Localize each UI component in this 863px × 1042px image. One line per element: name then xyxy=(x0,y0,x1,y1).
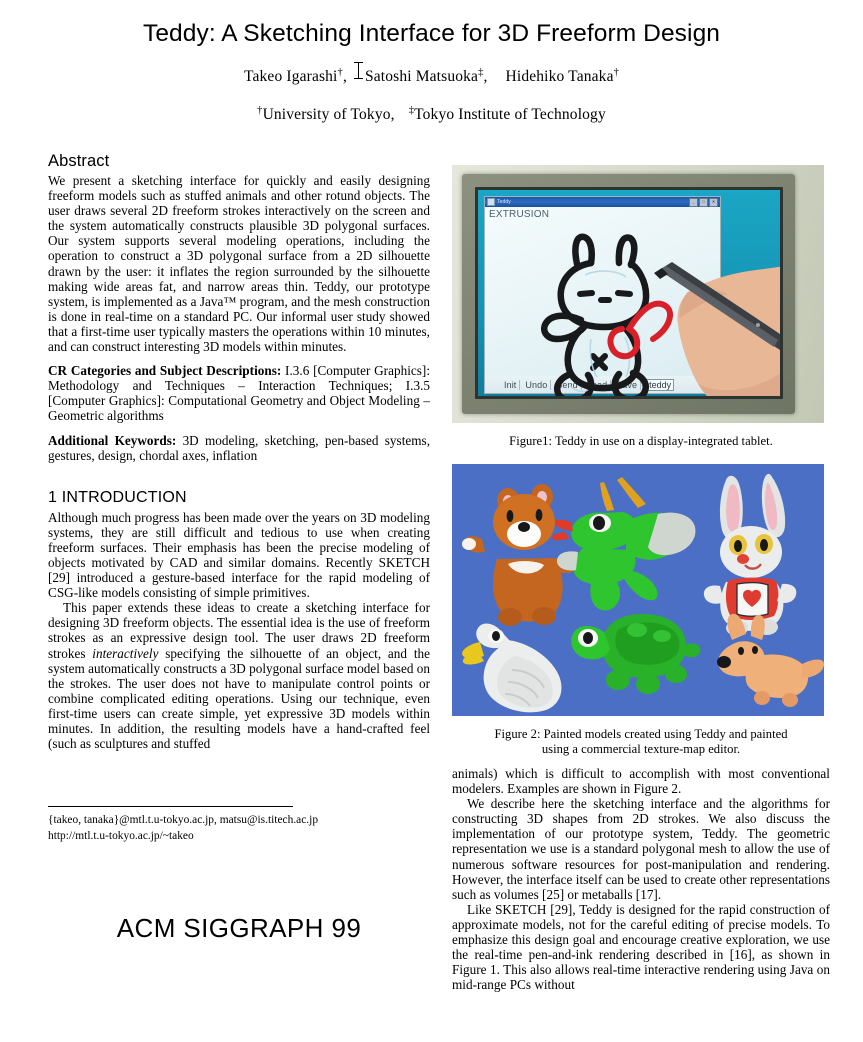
figure-2-caption-line-1: Figure 2: Painted models created using Teddy and painted xyxy=(494,727,788,741)
close-icon[interactable]: ✕ xyxy=(709,198,718,207)
figure-2-painted-models xyxy=(452,464,824,716)
author-1-separator: , xyxy=(342,68,347,85)
additional-keywords xyxy=(48,433,430,463)
tablet-bezel xyxy=(462,174,795,414)
bend-button[interactable]: Bend xyxy=(553,380,581,390)
load-button[interactable]: Load xyxy=(584,380,611,390)
cr-categories xyxy=(48,363,430,423)
paper-header xyxy=(0,0,863,124)
keywords-label: Additional Keywords: xyxy=(48,432,177,448)
page-title: Teddy: A Sketching Interface for 3D Freeform Design xyxy=(142,20,721,47)
filename-input[interactable]: teddy xyxy=(646,379,674,391)
abstract-text: We present a sketching interface for quickly and easily designing freeform models such as stuffed animals and other rotund objects. The user draws several 2D freeform strokes interactively on the screen and the system automatically constructs plausible 3D polygonal surfaces. Our system supports several modeling operations, including the operation to construct a 3D polygonal surface from a 2D silhouette drawn by the user: it inflates the region surrounded by the silhouette making wide areas fat, and narrow areas thin. Teddy, our prototype system, is implemented as a Java™ program, and the mesh construction is done in real-time on a standard PC. Our informal user study showed that a first-time user typically masters the operations within 10 minutes, and can construct interesting 3D models within minutes. xyxy=(48,173,430,355)
author-2-separator: , xyxy=(483,68,488,85)
figure-1-image xyxy=(452,165,824,423)
introduction-paragraph-1: Although much progress has been made over the years on 3D modeling systems, they are still difficult and tedious to use when creating freeform surfaces. Their emphasis has been the precise modeling of objects motivated by CAD and similar domains. Recently SKETCH [29] introduced a gesture-based interface for the rapid modeling of CSG-like models consisting of simple primitives. xyxy=(48,509,430,601)
footnote-url: http://mtl.t.u-tokyo.ac.jp/~takeo xyxy=(48,829,194,842)
venue-label: ACM SIGGRAPH 99 xyxy=(116,913,362,943)
hand-with-stylus xyxy=(636,226,780,396)
intro-p2-part-a: This paper extends these ideas to create a sketching interface for designing 3D freeform objects. The essential idea is the use of freeform strokes as an expressive design tool. The user draws 2D freeform strokes xyxy=(48,600,430,661)
maximize-icon[interactable]: □ xyxy=(699,198,708,207)
left-column xyxy=(48,152,430,751)
footnote-divider xyxy=(48,806,293,807)
abstract-heading: Abstract xyxy=(48,152,110,170)
init-button[interactable]: Init xyxy=(501,380,520,390)
right-column-paragraph-1: animals) which is difficult to accomplish with most conventional modelers. Examples are shown in Figure 2. xyxy=(452,766,830,797)
footnote-block xyxy=(48,806,348,844)
affiliation-list xyxy=(0,106,863,124)
window-title-bar[interactable] xyxy=(485,197,720,207)
keywords-text: 3D modeling, sketching, pen-based systems, gestures, design, chordal axes, inflation xyxy=(48,432,431,463)
mode-label: EXTRUSION xyxy=(489,209,550,220)
right-column-paragraph-3: Like SKETCH [29], Teddy is designed for the rapid construction of approximate models, not for the careful editing of precise models. To emphasize this design goal and encourage creative exploration, we use the real-time pen-and-ink rendering described in [16], as shown in Figure 1. This also allows real-time interactive rendering using Java on mid-range PCs without xyxy=(452,901,830,993)
intro-p2-emphasis: interactively xyxy=(92,645,159,661)
window-title-text: Teddy xyxy=(497,199,511,205)
minimize-icon[interactable]: _ xyxy=(689,198,698,207)
author-2-affil-mark: ‡ xyxy=(478,66,484,78)
figure-2-image xyxy=(452,464,824,716)
introduction-heading: 1 INTRODUCTION xyxy=(48,488,187,506)
introduction-paragraph-2 xyxy=(48,600,430,751)
tablet-screen xyxy=(478,190,780,396)
intro-p2-part-b: specifying the silhouette of an object, and the system automatically constructs a 3D polygonal surface model based on the strokes. The user does not have to manipulate control points or combine complicated editing operations. Using our technique, even first-time users can create simple, yet expressive 3D models within minutes. In addition, the resulting models have a hand-crafted feel (such as sculptures and stuffed xyxy=(48,645,430,752)
undo-button[interactable]: Undo xyxy=(522,380,551,390)
application-icon xyxy=(487,198,495,206)
author-2-name: Satoshi Matsuoka xyxy=(365,68,479,85)
cr-categories-label: CR Categories and Subject Descriptions: xyxy=(48,363,282,379)
author-3-name: Hidehiko Tanaka xyxy=(505,68,614,85)
affiliation-2-mark: ‡ xyxy=(408,104,415,116)
right-column-paragraph-2: We describe here the sketching interface and the algorithms for constructing 3D shapes from 2D strokes. We also discuss the implementation of our prototype system, Teddy. The geometric representation we use is a standard polygonal mesh to allow the use of numerous software resources for post-manipulation and rendering. However, the interface itself can be used to create other representations such as volumes [25] or metaballs [17]. xyxy=(452,796,830,902)
figure-2-caption xyxy=(452,727,830,757)
window-control-buttons[interactable] xyxy=(689,198,719,207)
footnote-emails: {takeo, tanaka}@mtl.t.u-tokyo.ac.jp, matsu@is.titech.ac.jp xyxy=(48,814,319,827)
right-column xyxy=(452,165,830,992)
author-3-affil-mark: † xyxy=(613,66,620,78)
affiliation-2: Tokyo Institute of Technology xyxy=(414,106,606,123)
save-button[interactable]: Save xyxy=(613,380,641,390)
author-1-name: Takeo Igarashi xyxy=(243,68,338,85)
author-list xyxy=(0,68,863,86)
affiliation-1-mark: † xyxy=(257,104,263,116)
figure-1-caption: Figure1: Teddy in use on a display-integrated tablet. xyxy=(509,434,773,448)
affiliation-1: University of Tokyo, xyxy=(262,106,395,123)
figure-2-caption-line-2: using a commercial texture-map editor. xyxy=(541,742,741,756)
author-1-affil-mark: † xyxy=(337,66,343,78)
text-cursor-icon xyxy=(354,62,363,79)
cr-categories-text: I.3.6 [Computer Graphics]: Methodology and Techniques – Interaction Techniques; I.3.5 [Computer Graphics]: Computational Geometry and Object Modeling – Geometric algorithms xyxy=(48,363,431,424)
